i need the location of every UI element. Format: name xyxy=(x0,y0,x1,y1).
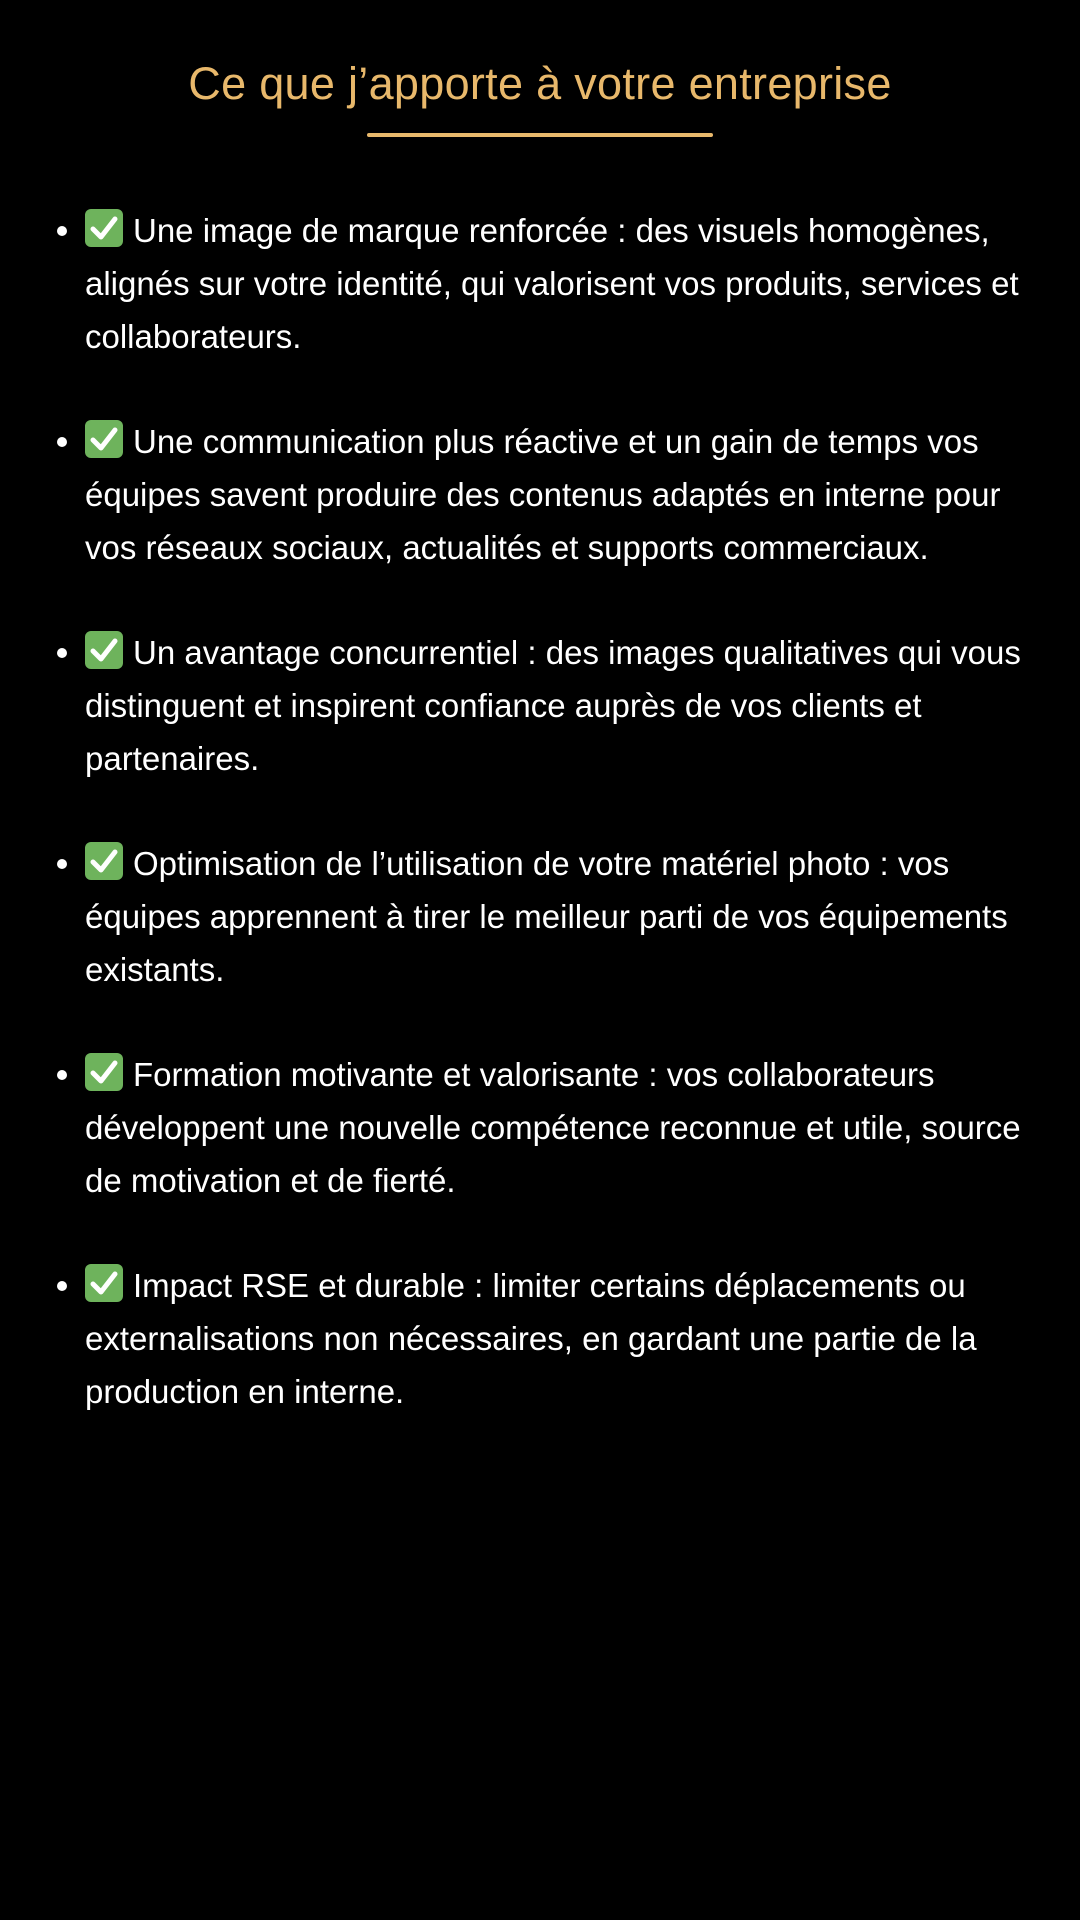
list-item xyxy=(85,204,1060,363)
check-mark-icon xyxy=(85,1053,123,1091)
benefit-text: Une image de marque renforcée : des visuels homogènes, alignés sur votre identité, qui valorisent vos produits, services et collaborateurs. xyxy=(85,212,1019,355)
bullet-dot xyxy=(57,859,67,869)
page-title: Ce que j’apporte à votre entreprise xyxy=(188,58,892,109)
benefit-text: Un avantage concurrentiel : des images qualitatives qui vous distinguent et inspirent confiance auprès de vos clients et partenaires. xyxy=(85,634,1021,777)
bullet-dot xyxy=(57,1281,67,1291)
benefit-list xyxy=(85,204,1060,1470)
list-item xyxy=(85,1259,1060,1418)
check-mark-icon xyxy=(85,1264,123,1302)
check-mark-icon xyxy=(85,420,123,458)
list-item xyxy=(85,415,1060,574)
bullet-dot xyxy=(57,648,67,658)
title-underline xyxy=(367,133,713,137)
check-mark-icon xyxy=(85,842,123,880)
list-item xyxy=(85,1048,1060,1207)
benefit-text: Impact RSE et durable : limiter certains déplacements ou externalisations non nécessaires, en gardant une partie de la production en interne. xyxy=(85,1267,977,1410)
list-item xyxy=(85,626,1060,785)
bullet-dot xyxy=(57,1070,67,1080)
bullet-dot xyxy=(57,226,67,236)
benefit-text: Formation motivante et valorisante : vos collaborateurs développent une nouvelle compétence reconnue et utile, source de motivation et de fierté. xyxy=(85,1056,1021,1199)
list-item xyxy=(85,837,1060,996)
benefit-text: Optimisation de l’utilisation de votre matériel photo : vos équipes apprennent à tirer le meilleur parti de vos équipements existants. xyxy=(85,845,1008,988)
check-mark-icon xyxy=(85,209,123,247)
check-mark-icon xyxy=(85,631,123,669)
bullet-dot xyxy=(57,437,67,447)
benefit-text: Une communication plus réactive et un gain de temps vos équipes savent produire des contenus adaptés en interne pour vos réseaux sociaux, actualités et supports commerciaux. xyxy=(85,423,1001,566)
